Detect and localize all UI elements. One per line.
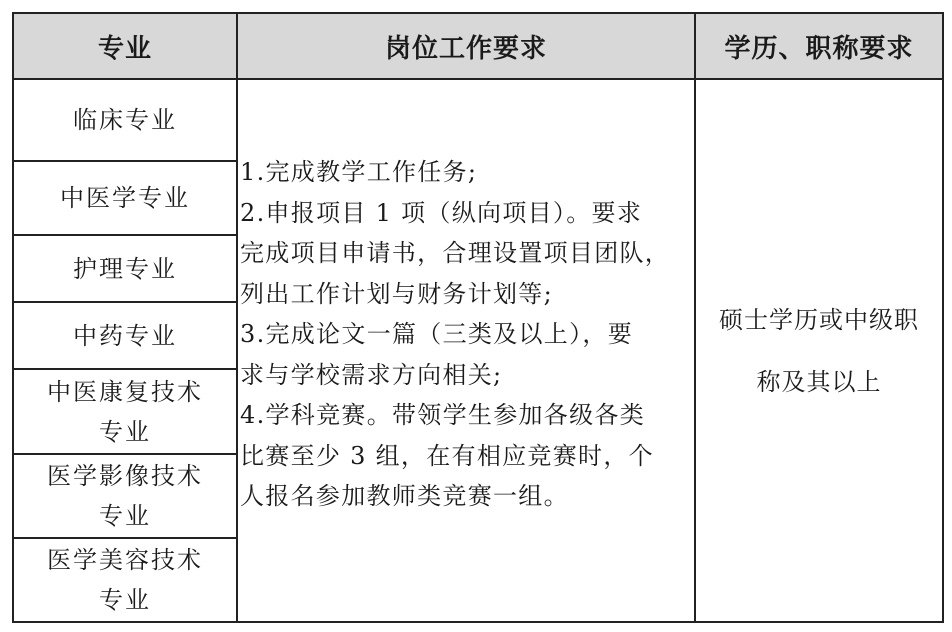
major-cell [13, 369, 237, 454]
work-line: 完成项目申请书，合理设置项目团队， [240, 239, 671, 267]
requirements-table [12, 12, 944, 623]
major-label: 专业 [99, 417, 151, 446]
work-line: 比赛至少 3 组，在有相应竞赛时，个 [240, 441, 654, 470]
education-line: 硕士学历或中级职 [719, 305, 919, 334]
header-work-requirements: 岗位工作要求 [237, 13, 695, 79]
major-label: 专业 [99, 502, 151, 530]
major-label: 中医康复技术 [47, 377, 203, 406]
work-line: 列出工作计划与财务计划等; [240, 279, 553, 308]
header-major: 专业 [13, 13, 237, 79]
work-line: 求与学校需求方向相关; [240, 360, 503, 389]
work-line: 2.申报项目 1 项（纵向项目）。要求 [240, 198, 643, 227]
major-label: 专业 [99, 586, 151, 614]
work-requirements-cell [237, 79, 695, 622]
major-cell [13, 235, 237, 302]
major-label: 医学影像技术 [47, 462, 203, 490]
major-cell [13, 454, 237, 538]
major-cell [13, 161, 237, 235]
header-education-title: 学历、职称要求 [695, 13, 943, 79]
table-row [13, 79, 943, 161]
work-line: 人报名参加教师类竞赛一组。 [240, 482, 569, 510]
major-label: 中医学专业 [60, 184, 190, 212]
header-row [13, 13, 943, 79]
major-label: 医学美容技术 [47, 546, 203, 574]
education-title-cell [695, 79, 943, 622]
education-line: 称及其以上 [756, 367, 882, 396]
major-cell [13, 538, 237, 622]
work-line: 3.完成论文一篇（三类及以上），要 [240, 320, 633, 348]
work-line: 4.学科竞赛。带领学生参加各级各类 [240, 401, 645, 429]
work-line: 1.完成教学工作任务; [240, 158, 478, 186]
major-label: 中药专业 [73, 321, 177, 350]
major-cell [13, 302, 237, 369]
major-cell [13, 79, 237, 161]
major-label: 临床专业 [73, 106, 177, 134]
major-label: 护理专业 [73, 254, 177, 283]
